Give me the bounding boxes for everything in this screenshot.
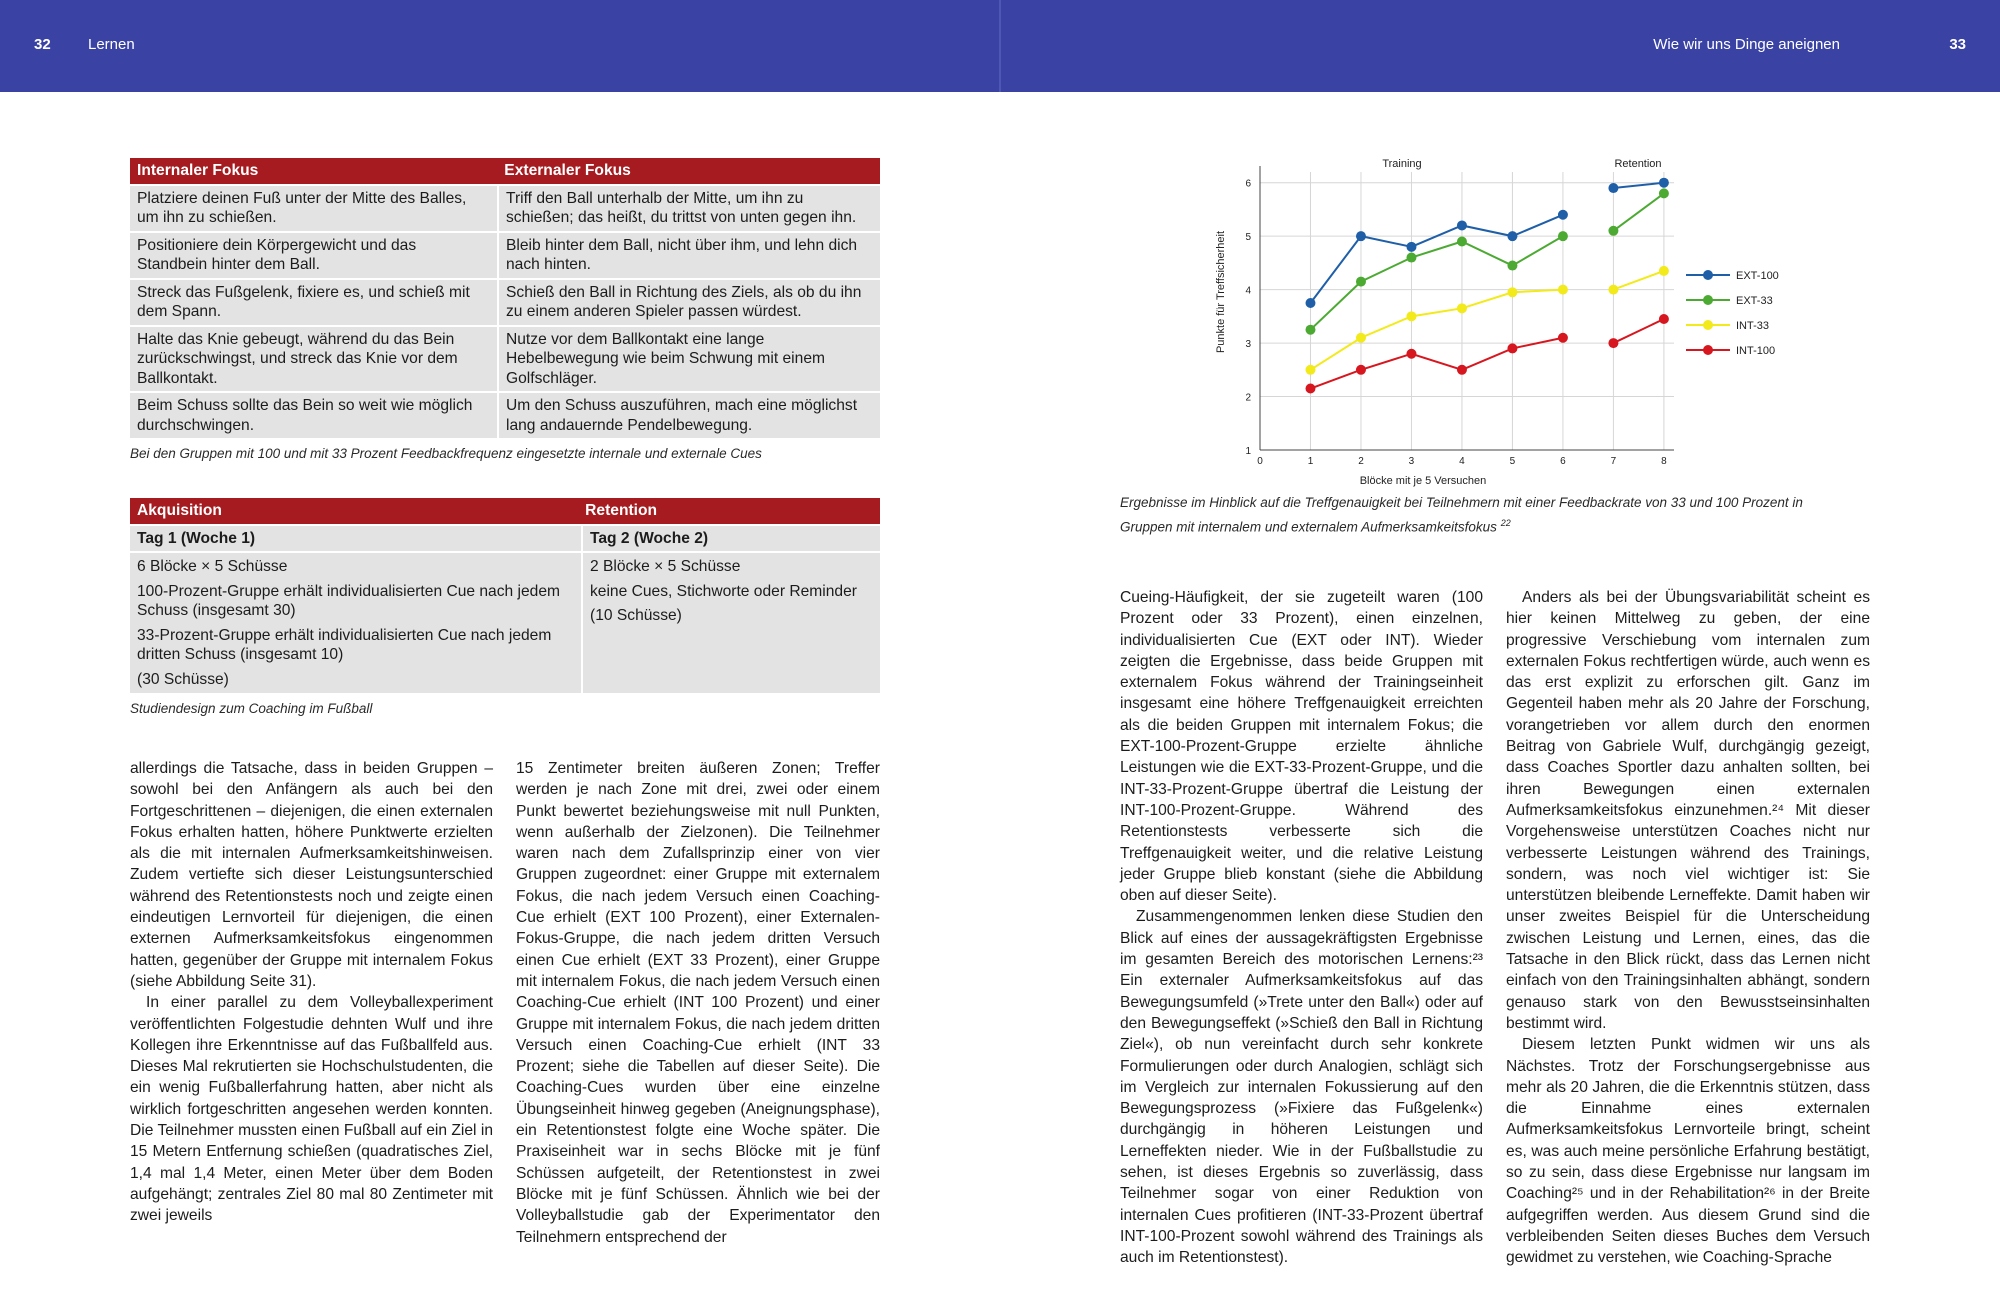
y-tick-label: 4 (1245, 285, 1251, 297)
y-tick-label: 3 (1245, 339, 1251, 351)
data-point-ext-100 (1558, 210, 1568, 220)
table-line: 2 Blöcke × 5 Schüsse (590, 558, 741, 575)
phase-label-retention: Retention (1614, 158, 1662, 170)
study-design-table (130, 498, 880, 693)
x-tick-label: 5 (1509, 456, 1516, 467)
table-subheader-day2: Tag 2 (Woche 2) (581, 526, 880, 552)
table-line: 100-Prozent-Gruppe erhält individualisierten Cue nach jedem Schuss (insgesamt 30) (137, 582, 561, 619)
spread-divider (999, 0, 1001, 92)
data-point-int-100 (1507, 343, 1517, 353)
table-row (130, 278, 880, 325)
data-point-int-33 (1659, 266, 1669, 276)
series-line-int-100 (1613, 319, 1663, 343)
data-point-ext-33 (1659, 188, 1669, 198)
x-tick-label: 3 (1408, 456, 1415, 467)
legend-label: EXT-100 (1736, 270, 1779, 282)
table-subheader-day1: Tag 1 (Woche 1) (130, 526, 581, 552)
design-table-caption: Studiendesign zum Coaching im Fußball (130, 701, 373, 716)
table-cell: Streck das Fußgelenk, fixiere es, und schieß mit dem Spann. (130, 280, 497, 325)
table-line: 33-Prozent-Gruppe erhält individualisierten Cue nach jedem dritten Schuss (insgesamt 10) (137, 626, 552, 663)
table-cell: Positioniere dein Körpergewicht und das Standbein hinter dem Ball. (130, 233, 497, 278)
legend-label: INT-33 (1736, 320, 1770, 332)
text-column-1 (130, 758, 493, 1227)
legend-label: EXT-33 (1736, 295, 1773, 307)
data-point-int-33 (1356, 333, 1366, 343)
accuracy-line-chart (1200, 150, 1800, 490)
table-cell: Triff den Ball unterhalb der Mitte, um ihn zu schießen; das heißt, du trittst von unten gegen ihn. (497, 186, 880, 231)
data-point-ext-33 (1558, 231, 1568, 241)
table-row (130, 325, 880, 392)
legend-marker (1703, 345, 1713, 355)
x-tick-label: 8 (1661, 456, 1667, 467)
chart-series (1305, 178, 1668, 394)
y-tick-label: 2 (1245, 392, 1251, 404)
data-point-ext-100 (1507, 231, 1517, 241)
x-tick-label: 2 (1358, 456, 1364, 467)
table-cell: Bleib hinter dem Ball, nicht über ihm, und lehn dich nach hinten. (497, 233, 880, 278)
x-tick-label: 7 (1610, 456, 1617, 467)
table-cell: Beim Schuss sollte das Bein so weit wie möglich durchschwingen. (130, 393, 497, 438)
legend-marker (1703, 320, 1713, 330)
data-point-int-33 (1305, 365, 1315, 375)
table-cell: Halte das Knie gebeugt, während du das Bein zurückschwingst, und streck das Knie vor dem Ballkontakt. (130, 327, 497, 392)
table-cell: Schieß den Ball in Richtung des Ziels, als ob du ihn zu einem anderen Spieler passen würdest. (497, 280, 880, 325)
table-cell-retention (581, 553, 880, 693)
paragraph: allerdings die Tatsache, dass in beiden Gruppen – sowohl bei den Anfängern als auch bei den Fortgeschrittenen – diejenigen, die einen externalen Fokus erhalten hatten, höhere Punktwerte erzielten als die mit internalen Aufmerksamkeitshinweisen. Zudem vertiefte sich dieser Leistungsunterschied während des Retentionstests noch und zeigte einen eindeutigen Lernvorteil für diejenigen, die einen externen Aufmerksamkeitsfokus eingenommen hatten, gegenüber der Gruppe mit internalem Fokus (siehe Abbildung Seite 31). (130, 760, 493, 990)
paragraph: In einer parallel zu dem Volleyballexperiment veröffentlichten Folgestudie dehnten Wulf und ihre Kollegen ihre Erkenntnisse auf das Fußballfeld aus. Dieses Mal rekrutierten sie Hochschulstudenten, die ein wenig Fußballerfahrung hatten, aber nicht als wirklich fortgeschritten angesehen werden konnten. Die Teilnehmer mussten einen Fußball auf ein Ziel in 15 Metern Entfernung schießen (quadratisches Ziel, 1,4 mal 1,4 Meter, einen Meter über dem Boden aufgehängt; zentrales Ziel 80 mal 80 Zentimeter mit zwei jeweils (130, 994, 493, 1225)
data-point-ext-33 (1305, 325, 1315, 335)
paragraph: Zusammengenommen lenken diese Studien den Blick auf eines der aussagekräftigsten Ergebnisse im gesamten Bereich des motorischen Lernens:²³ Ein externaler Aufmerksamkeitsfokus auf das Bewegungsumfeld (»Trete unter den Ball«) oder auf den Bewegungseffekt (»Schieß den Ball in Richtung Ziel«), ob nun vereinfacht durch sehr konkrete Formulierungen oder durch Analogien, schlägt sich im Vergleich zur internalen Fokussierung auf den Bewegungsprozess (»Fixiere das Fußgelenk«) durchgängig in höheren Leistungen und Lerneffekten nieder. Wie in der Fußballstudie zu sehen, ist dieses Ergebnis so zuverlässig, dass Teilnehmer sogar von einer Reduktion von internalen Cues profitieren (INT-33-Prozent übertraf INT-100-Prozent sowohl während des Trainings als auch im Retentionstest). (1120, 908, 1483, 1267)
focus-cue-table (130, 158, 880, 438)
y-tick-labels (1245, 179, 1251, 457)
data-point-ext-33 (1507, 261, 1517, 271)
chart-legend (1686, 270, 1779, 357)
x-tick-label: 0 (1257, 456, 1263, 467)
table-cell: Um den Schuss auszuführen, mach eine möglichst lang andauernde Pendelbewegung. (497, 393, 880, 438)
left-page-number: 32 (34, 36, 51, 53)
data-point-int-100 (1457, 365, 1467, 375)
data-point-ext-100 (1356, 231, 1366, 241)
text-column-3 (1120, 587, 1483, 1269)
x-axis-label: Blöcke mit je 5 Versuchen (1359, 475, 1487, 487)
table-line: (10 Schüsse) (590, 607, 682, 624)
series-line-int-33 (1613, 271, 1663, 290)
data-point-ext-100 (1457, 220, 1467, 230)
table-row (130, 391, 880, 438)
table-line: keine Cues, Stichworte oder Reminder (590, 582, 857, 600)
data-point-int-100 (1608, 338, 1618, 348)
chart-caption-line2: Gruppen mit internalem und externalem Aufmerksamkeitsfokus (1120, 519, 1497, 535)
paragraph: 15 Zentimeter breiten äußeren Zonen; Treffer werden je nach Zone mit drei, zwei oder einem Punkt bewertet beziehungsweise mit null Punkten, wenn außerhalb der Zielzonen). Die Teilnehmer waren nach dem Zufallsprinzip einer von vier Gruppen zugeordnet: einer Gruppe mit externalem Fokus, die nach jedem Versuch einen Coaching-Cue erhielt (EXT 100 Prozent), einer Externalen-Fokus-Gruppe, die nach jedem dritten Versuch einen Cue erhielt (EXT 33 Prozent), einer Gruppe mit internalem Fokus, die nach jedem Versuch einen Coaching-Cue erhielt (INT 100 Prozent) und einer Gruppe mit internalem Fokus, die nach jedem dritten Versuch einen Coaching-Cue erhielt (INT 33 Prozent; siehe die Tabellen auf dieser Seite). Die Coaching-Cues wurden über eine einzelne Übungseinheit hinweg gegeben (Aneignungsphase), ein Retentionstest folgte eine Woche später. Die Praxiseinheit war in sechs Blöcke mit je fünf Schüssen aufgeteilt, der Retentionstest in zwei Blöcke mit je fünf Schüssen. Ähnlich wie bei der Volleyballstudie gab der Experimentator den Teilnehmern entsprechend der (516, 760, 880, 1246)
table-header-external: Externaler Fokus (504, 162, 631, 179)
table-cell-acquisition (130, 553, 581, 693)
paragraph: Diesem letzten Punkt widmen wir uns als Nächstes. Trotz der Forschungsergebnisse aus mehr als 20 Jahren, die die Erkenntnis stützen, dass die Einnahme eines externalen Aufmerksamkeitsfokus Lernvorteile bringt, scheint es, was auch meine persönliche Erfahrung bestätigt, so zu sein, dass diese Ergebnisse nur langsam im Coaching²⁵ und in der Rehabilitation²⁶ in der Breite aufgegriffen werden. Aus diesem Grund sind die verbleibenden Seiten dieses Buches dem Versuch gewidmet zu verstehen, wie Coaching-Sprache (1506, 1036, 1870, 1267)
data-point-int-100 (1659, 314, 1669, 324)
table-cell: Nutze vor dem Ballkontakt eine lange Hebelbewegung wie beim Schwung mit einem Golfschläger. (497, 327, 880, 392)
table-line: (30 Schüsse) (137, 670, 229, 688)
table-header-row (130, 498, 880, 524)
chart-caption (1120, 492, 1840, 538)
series-line-ext-100 (1613, 183, 1663, 188)
legend-marker (1703, 295, 1713, 305)
x-tick-labels (1257, 456, 1667, 467)
y-tick-label: 5 (1245, 232, 1251, 244)
chart-grid (1260, 172, 1674, 450)
y-tick-label: 1 (1245, 446, 1251, 457)
data-point-int-33 (1507, 287, 1517, 297)
data-point-ext-100 (1305, 298, 1315, 308)
table-cell: Platziere deinen Fuß unter der Mitte des Balles, um ihn zu schießen. (130, 186, 497, 231)
legend-marker (1703, 270, 1713, 280)
data-point-int-33 (1457, 303, 1467, 313)
y-tick-label: 6 (1245, 178, 1251, 190)
table-header-retention: Retention (585, 502, 658, 519)
series-line-ext-33 (1613, 193, 1663, 230)
x-tick-label: 6 (1560, 456, 1566, 467)
right-page-number: 33 (1949, 36, 1966, 53)
series-line-ext-33 (1310, 236, 1562, 330)
data-point-ext-100 (1608, 183, 1618, 193)
table-header-row (130, 158, 880, 184)
table-row (130, 231, 880, 278)
data-point-ext-100 (1406, 242, 1416, 252)
y-axis-label: Punkte für Treffsicherheit (1215, 230, 1227, 354)
data-point-ext-33 (1608, 226, 1618, 236)
legend-label: INT-100 (1736, 345, 1776, 357)
chart-axes (1260, 166, 1674, 450)
data-point-int-33 (1558, 285, 1568, 295)
data-point-int-33 (1608, 285, 1618, 295)
series-line-int-33 (1310, 290, 1562, 370)
data-point-int-33 (1406, 311, 1416, 321)
data-point-ext-33 (1356, 277, 1366, 287)
data-point-ext-33 (1406, 253, 1416, 263)
page-header (0, 0, 2000, 92)
data-point-int-100 (1305, 384, 1315, 394)
paragraph: Anders als bei der Übungsvariabilität scheint es hier keinen Mittelweg zu geben, der eine progressive Verschiebung vom internalen zum externalen Fokus rechtfertigen würde, auch wenn es das erst explizit zu erforschen gilt. Ganz im Gegenteil haben mehr als 20 Jahre der Forschung, vorangetrieben vor allem durch den enormen Beitrag von Gabriele Wulf, durchgängig gezeigt, dass Coaches Sportler dazu anhalten sollten, bei ihren Bewegungen einen externalen Aufmerksamkeitsfokus einzunehmen.²⁴ Mit dieser Vorgehensweise unterstützen Coaches nicht nur verbesserte Leistungen während des Trainings, sondern, was noch viel wichtiger ist: Sie unterstützen bleibende Lerneffekte. Damit haben wir unser zweites Beispiel für die Unterscheidung zwischen Leistung und Lernen, eines, das die Tatsache in den Blick rückt, dass das Lernen nicht einfach von den Trainingsinhalten abhängt, sondern genauso stark von den Bewusstseinsinhalten bestimmt wird. (1506, 589, 1870, 1032)
table-header-acquisition: Akquisition (137, 502, 222, 519)
text-column-4 (1506, 587, 1870, 1269)
data-point-int-100 (1406, 349, 1416, 359)
table-row (130, 551, 880, 693)
table-line: 6 Blöcke × 5 Schüsse (137, 558, 288, 575)
text-column-2 (516, 758, 880, 1248)
table-row (130, 184, 880, 231)
right-running-title: Wie wir uns Dinge aneignen (1653, 36, 1840, 53)
chart-caption-line1: Ergebnisse im Hinblick auf die Treffgenauigkeit bei Teilnehmern mit einer Feedbackrate von 33 und 100 Prozent in (1120, 495, 1803, 510)
phase-label-training: Training (1382, 158, 1422, 170)
data-point-int-100 (1356, 365, 1366, 375)
left-running-title: Lernen (88, 36, 135, 53)
chart-caption-footnote: 22 (1500, 518, 1511, 528)
table-subheader-row (130, 524, 880, 552)
x-tick-label: 1 (1307, 456, 1314, 467)
focus-table-caption: Bei den Gruppen mit 100 und mit 33 Prozent Feedbackfrequenz eingesetzte internale und externale Cues (130, 446, 762, 461)
data-point-int-100 (1558, 333, 1568, 343)
data-point-ext-100 (1659, 178, 1669, 188)
x-tick-label: 4 (1459, 456, 1465, 467)
table-header-internal: Internaler Fokus (137, 162, 259, 179)
paragraph: Cueing-Häufigkeit, der sie zugeteilt waren (100 Prozent oder 33 Prozent), einen einzelnen, individualisierten Cue (EXT oder INT). Wieder zeigten die Ergebnisse, dass beide Gruppen mit externalem Fokus während der Trainingseinheit insgesamt eine höhere Treffgenauigkeit erreichten als die beiden Gruppen mit internalem Fokus; die EXT-100-Prozent-Gruppe erzielte ähnliche Leistungen wie die EXT-33-Prozent-Gruppe, und die INT-33-Prozent-Gruppe übertraf die Leistung der INT-100-Prozent-Gruppe. Während des Retentionstests verbesserte sich die Treffgenauigkeit weiter, und die relative Leistung jeder Gruppe blieb konstant (siehe die Abbildung oben auf dieser Seite). (1120, 589, 1483, 905)
data-point-ext-33 (1457, 237, 1467, 247)
